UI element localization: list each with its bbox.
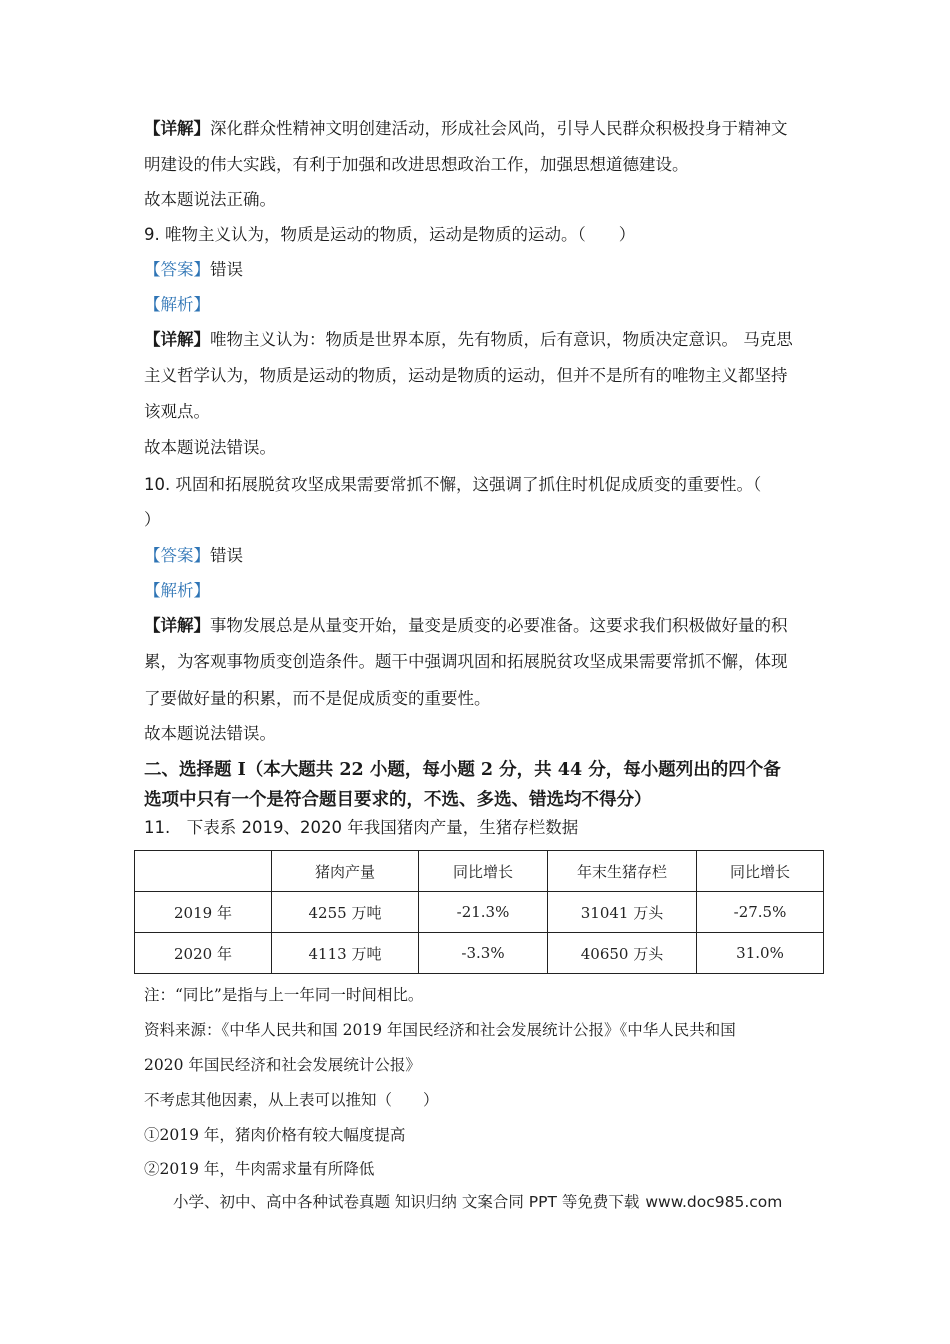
section2-title-line1: 二、选择题 I（本大题共 22 小题，每小题 2 分，共 44 分，每小题列出的四个备 — [144, 760, 781, 780]
table-header-cell: 同比增长 — [697, 851, 824, 892]
q9-detail-label: 【详解】 — [144, 330, 210, 349]
q9-detail — [144, 329, 793, 351]
q9-detail-line2: 主义哲学认为，物质是运动的物质，运动是物质的运动，但并不是所有的唯物主义都坚持 — [144, 366, 788, 385]
q9-detail-line1: 唯物主义认为：物质是世界本原，先有物质，后有意识，物质决定意识。 马克思 — [210, 330, 793, 349]
page-footer — [173, 1190, 782, 1212]
q11-source-line2: 2020 年国民经济和社会发展统计公报》 — [144, 1056, 421, 1074]
q9-stem: 9. 唯物主义认为，物质是运动的物质，运动是物质的运动。（ ） — [144, 225, 636, 244]
q10-conclusion: 故本题说法错误。 — [144, 724, 276, 743]
table-row — [135, 892, 824, 933]
table-cell: 40650 万头 — [548, 933, 697, 974]
q10-stem-line1: 10. 巩固和拓展脱贫攻坚成果需要常抓不懈，这强调了抓住时机促成质变的重要性。（ — [144, 475, 762, 494]
q8-detail — [144, 118, 788, 140]
q8-conclusion: 故本题说法正确。 — [144, 190, 276, 209]
q11-source-line1: 资料来源：《中华人民共和国 2019 年国民经济和社会发展统计公报》《中华人民共和国 — [144, 1021, 736, 1039]
q10-detail-line3: 了要做好量的积累，而不是促成质变的重要性。 — [144, 689, 491, 708]
table-cell: -21.3% — [419, 892, 548, 933]
table-cell: 31.0% — [697, 933, 824, 974]
footer-text: 小学、初中、高中各种试卷真题 知识归纳 文案合同 PPT 等免费下载 — [173, 1193, 640, 1211]
q11-option-2: ②2019 年，牛肉需求量有所降低 — [144, 1160, 375, 1178]
footer-url[interactable]: www.doc985.com — [645, 1193, 783, 1211]
q9-conclusion: 故本题说法错误。 — [144, 438, 276, 457]
table-cell: 4255 万吨 — [272, 892, 419, 933]
table-cell: 31041 万头 — [548, 892, 697, 933]
q8-detail-label: 【详解】 — [144, 119, 210, 138]
q10-detail-line1: 事物发展总是从量变开始，量变是质变的必要准备。这要求我们积极做好量的积 — [210, 616, 788, 635]
q8-detail-line2: 明建设的伟大实践，有利于加强和改进思想政治工作，加强思想道德建设。 — [144, 155, 689, 174]
q9-analysis-label: 【解析】 — [144, 295, 210, 314]
pork-data-table — [134, 850, 824, 974]
table-header-cell — [135, 851, 272, 892]
section2-title-line2: 选项中只有一个是符合题目要求的，不选、多选、错选均不得分） — [144, 790, 652, 810]
table-cell: 2020 年 — [135, 933, 272, 974]
q10-detail — [144, 615, 788, 637]
q10-answer-label: 【答案】 — [144, 546, 210, 565]
q9-detail-line3: 该观点。 — [144, 402, 210, 421]
q10-detail-label: 【详解】 — [144, 616, 210, 635]
table-header-cell: 同比增长 — [419, 851, 548, 892]
table-cell: 4113 万吨 — [272, 933, 419, 974]
table-header-row — [135, 851, 824, 892]
q10-stem-line2: ） — [144, 510, 161, 529]
q8-detail-line1: 深化群众性精神文明创建活动，形成社会风尚，引导人民群众积极投身于精神文 — [210, 119, 788, 138]
q11-stem: 11. 下表系 2019、2020 年我国猪肉产量，生猪存栏数据 — [144, 818, 579, 837]
q9-answer-value: 错误 — [210, 260, 243, 279]
q9-answer-label: 【答案】 — [144, 260, 210, 279]
q10-answer — [144, 545, 243, 567]
table-header-cell: 猪肉产量 — [272, 851, 419, 892]
table-header-cell: 年末生猪存栏 — [548, 851, 697, 892]
table-cell: -27.5% — [697, 892, 824, 933]
q11-option-1: ①2019 年，猪肉价格有较大幅度提高 — [144, 1126, 406, 1144]
table-cell: 2019 年 — [135, 892, 272, 933]
q10-detail-line2: 累，为客观事物质变创造条件。题干中强调巩固和拓展脱贫攻坚成果需要常抓不懈，体现 — [144, 652, 788, 671]
q10-analysis-label: 【解析】 — [144, 581, 210, 600]
table-cell: -3.3% — [419, 933, 548, 974]
q11-question: 不考虑其他因素，从上表可以推知（ ） — [144, 1091, 439, 1109]
table-row — [135, 933, 824, 974]
q10-answer-value: 错误 — [210, 546, 243, 565]
q9-answer — [144, 259, 243, 281]
q11-note: 注：“同比”是指与上一年同一时间相比。 — [144, 986, 424, 1004]
